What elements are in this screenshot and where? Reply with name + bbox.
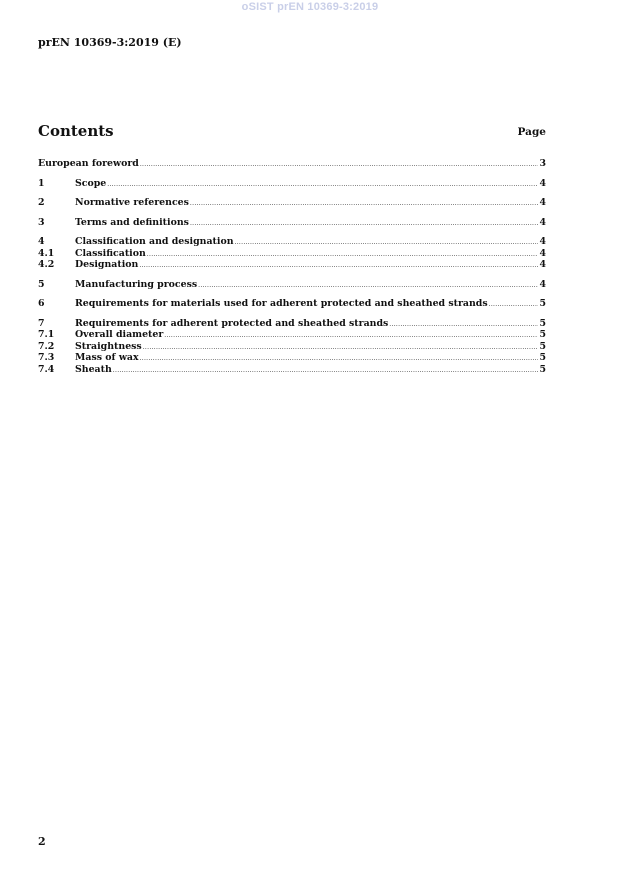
toc-entry-title: Requirements for adherent protected and sheathed strands — [75, 317, 389, 329]
toc-entry-page: 4 — [539, 197, 546, 208]
toc-entry-number: 5 — [38, 278, 45, 290]
toc-entry-4[interactable] — [38, 236, 546, 248]
toc-entry-number: 7 — [38, 317, 45, 329]
toc-entry-5[interactable] — [38, 279, 546, 291]
toc-entry-7[interactable] — [38, 318, 546, 330]
dot-leader — [164, 330, 538, 342]
toc-entry-number: 2 — [38, 197, 45, 208]
toc-entry-page: 4 — [539, 278, 546, 290]
dot-leader — [489, 299, 539, 311]
toc-entry-1[interactable] — [38, 178, 546, 190]
toc-entry-7-1[interactable] — [38, 329, 546, 341]
toc-entry-title: Scope — [75, 177, 107, 189]
toc-entry-title: Sheath — [75, 363, 112, 375]
toc-entry-4-1[interactable] — [38, 248, 546, 260]
toc-entry-2[interactable] — [38, 197, 546, 209]
dot-leader — [190, 198, 539, 210]
toc-entry-title: Mass of wax — [75, 352, 139, 363]
toc-entry-7-3[interactable] — [38, 352, 546, 364]
dot-leader — [113, 365, 539, 377]
toc-entry-page: 4 — [539, 216, 546, 228]
watermark: oSIST prEN 10369-3:2019 — [241, 1, 379, 13]
contents-heading: Contents — [38, 122, 114, 140]
toc-entry-number: 6 — [38, 298, 45, 309]
toc-entry-title: Overall diameter — [75, 329, 164, 340]
dot-leader — [147, 249, 539, 261]
toc-entry-page: 4 — [539, 236, 546, 247]
document-id: prEN 10369-3:2019 (E) — [38, 36, 182, 49]
toc-entry-title: Straightness — [75, 340, 142, 352]
toc-entry-number: 7.4 — [38, 363, 55, 375]
dot-leader — [139, 260, 538, 272]
dot-leader — [143, 342, 539, 354]
toc-entry-6[interactable] — [38, 298, 546, 310]
toc-entry-page: 3 — [539, 158, 546, 169]
toc-entry-number: 7.1 — [38, 329, 55, 340]
toc-entry-page: 5 — [539, 352, 546, 363]
toc-entry-page: 4 — [539, 259, 546, 270]
toc-entry-3[interactable] — [38, 217, 546, 229]
toc-entry-title: Requirements for materials used for adherent protected and sheathed strands — [75, 298, 488, 309]
toc-entry-number: 7.3 — [38, 352, 55, 363]
toc-entry-page: 5 — [539, 298, 546, 309]
toc-entry-number: 3 — [38, 216, 45, 228]
toc-entry-foreword[interactable] — [38, 158, 546, 170]
toc-entry-number: 4.2 — [38, 259, 55, 270]
table-of-contents — [38, 158, 546, 375]
toc-entry-7-2[interactable] — [38, 341, 546, 353]
toc-entry-page: 5 — [539, 317, 546, 329]
page-number: 2 — [38, 835, 46, 848]
toc-entry-page: 5 — [539, 363, 546, 375]
toc-entry-title: European foreword — [38, 158, 139, 169]
toc-entry-page: 4 — [539, 247, 546, 259]
toc-entry-page: 5 — [539, 329, 546, 340]
toc-entry-page: 4 — [539, 177, 546, 189]
toc-entry-number: 7.2 — [38, 340, 55, 352]
toc-entry-title: Classification and designation — [75, 236, 234, 247]
toc-entry-title: Terms and definitions — [75, 216, 189, 228]
toc-entry-number: 4 — [38, 236, 45, 247]
toc-entry-title: Manufacturing process — [75, 278, 198, 290]
dot-leader — [107, 179, 538, 191]
toc-entry-number: 4.1 — [38, 247, 55, 259]
toc-entry-4-2[interactable] — [38, 259, 546, 271]
dot-leader — [389, 319, 538, 331]
dot-leader — [140, 353, 539, 365]
toc-entry-title: Designation — [75, 259, 139, 270]
toc-entry-number: 1 — [38, 177, 45, 189]
page-column-header: Page — [517, 126, 546, 138]
toc-entry-page: 5 — [539, 340, 546, 352]
dot-leader — [235, 237, 539, 249]
dot-leader — [140, 159, 539, 171]
toc-entry-title: Classification — [75, 247, 146, 259]
dot-leader — [190, 218, 539, 230]
dot-leader — [198, 280, 538, 292]
toc-entry-7-4[interactable] — [38, 364, 546, 376]
toc-entry-title: Normative references — [75, 197, 189, 208]
